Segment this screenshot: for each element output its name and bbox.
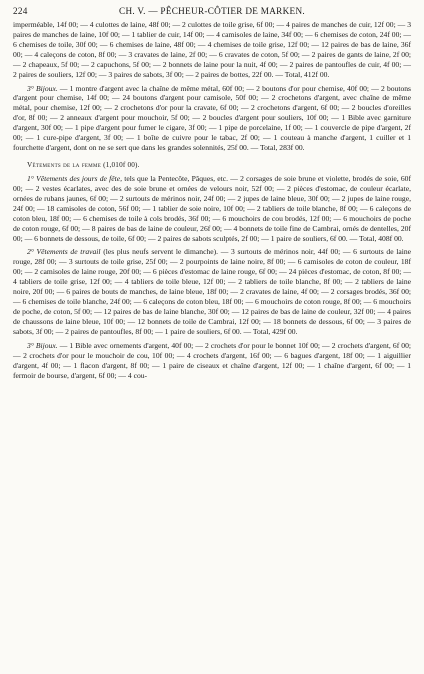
paragraph-women-jewelry: 3° Bijoux. — 1 Bible avec ornements d'argent, 40f 00; — 2 crochets d'or pour le bonnet 10f 00; — 2 crochets d'argent, 6f 00; — 2 crochets d'or pour le mouchoir de cou, 10f 00; — 4 crochets d'argent, 16f 00; — 6 bagues d'argent, 18f 00; — 1 aiguillier d'argent, 4f 00; — 1 flacon d'argent, 8f 00; — 1 paire de ciseaux et chaîne d'argent, 12f 00; — 1 chaîne d'argent, 6f 00; — 1 fermoir de bourse, d'argent, 6f 00; — 4 cou- xyxy=(13,340,411,380)
paragraph-men-jewelry: 3° Bijoux. — 1 montre d'argent avec la chaîne de même métal, 60f 00; — 2 boutons d'or pour chemise, 40f 00; — 2 boutons d'argent pour chemise, 14f 00; — 24 boutons d'argent pour camisole, 50f 00; — 2 crochetons d'argent, avec chaîne de même métal, pour chemise, 12f 00; — 2 crochetons d'or pour la cravate, 6f 00; — 2 crochetons d'argent, 6f 00; — 2 boucles d'oreilles d'or, 8f 00; — 2 anneaux d'argent pour mouchoir, 5f 00; — 2 boucles d'argent pour souliers, 10f 00; — 1 Bible avec garniture d'argent, 30f 00; — 1 pipe d'argent pour fumer le cigare, 3f 00; — 1 pipe de porcelaine, 1f 00; — 1 couvercle de pipe d'argent, 2f 00; — 1 cure-pipe d'argent, 3f 00; — 1 boîte de cuivre pour le tabac, 2f 00; — 1 couteau à manche d'argent, 1 cuiller et 1 fourchette d'argent, dont on ne se sert que dans les grandes solennités, 25f 00. — Total, 283f 00. xyxy=(13,83,411,153)
paragraph-lead: 1° Vêtements des jours de fête, xyxy=(27,173,123,183)
section-title-value: (1,010f 00). xyxy=(101,160,140,169)
running-header xyxy=(13,6,411,20)
section-title-label: Vêtements de la femme xyxy=(27,160,102,169)
page-number: 224 xyxy=(13,6,28,16)
paragraph-lead: 3° Bijoux. xyxy=(27,340,58,350)
paragraph-women-festive-clothing: 1° Vêtements des jours de fête, tels que la Pentecôte, Pâques, etc. — 2 corsages de soie brune et violette, brodés de soie, 60f 00; — 2 vestes écarlates, avec des de soie brune et ornées de velours noir, 52f 00; — 2 pièces d'estomac, de couleur écarlate, ornées de rubans jaunes, 6f 00; — 2 surtouts de mérinos noir, 24f 00; — 2 jupes de laine bleue, 30f 00; — 2 jupes de laine rouge, 24f 00; — 18 camisoles de coton, 56f 00; — 1 tablier de soie noire, 10f 00; — 2 tabliers de toile blanche, 8f 00; — 6 caleçons de coton bleu, 18f 00; — 6 chemises de toile à cols brodés, 36f 00; — 6 mouchoirs de cou brodés, 12f 00; — 6 mouchoirs de poche de coton rouge, 6f 00; — 8 paires de bas de laine de couleur, 26f 00; — 4 bonnets de toile fine de Cambrai, ornés de dentelles, 20f 00; — 6 bonnets de dessous, de toile, 6f 00; — 2 paires de sabots sculptés, 2f 00; — 1 paire de souliers, 6f 00. — Total, 408f 00. xyxy=(13,173,411,243)
running-title: CH. V. — PÊCHEUR-CÔTIER DE MARKEN. xyxy=(119,6,305,16)
paragraph-lead: 3° Bijoux. xyxy=(27,83,58,93)
paragraph-lead: 2° Vêtements de travail xyxy=(27,247,101,257)
section-title-women-clothing xyxy=(13,160,411,170)
paragraph-men-clothing-continued: imperméable, 14f 00; — 4 culottes de laine, 48f 00; — 2 culottes de toile grise, 6f 00; — 4 paires de manches de cuir, 12f 00; — 3 paires de manches de laine, 10f 00; — 1 tablier de cuir, 14f 00; — 4 camisoles de laine, 34f 00; — 6 chemises de coton, 24f 00; — 6 chemises de toile, 30f 00; — 6 chemises de laine, 48f 00; — 4 chemises de toile grise, 12f 00; — 12 paires de bas de laine, 36f 00; — 4 caleçons de coton, 8f 00; — 3 cravates de laine, 2f 00; — 6 cravates de coton, 5f 00; — 2 paires de gants de laine, 2f 00; — 2 chapeaux, 5f 00; — 2 capuchons, 5f 00; — 2 bonnets de laine pour la nuit, 4f 00; — 2 paires de pantoufles de cuir, 4f 00; — 2 paires de souliers, 12f 00; — 3 paires de sabots, 3f 00; — 2 paires de bottes, 22f 00. — Total, 412f 00. xyxy=(13,20,411,79)
paragraph-women-work-clothing: 2° Vêtements de travail (les plus neufs servent le dimanche). — 3 surtouts de mérinos noir, 44f 00; — 6 surtouts de laine rouge, 28f 00; — 3 surtouts de toile grise, 25f 00; — 2 pourpoints de laine noire, 8f 00; — 6 camisoles de coton de couleur, 18f 00; — 2 camisoles de laine rouge, 20f 00; — 6 pièces d'estomac de laine rouge, 6f 00; — 24 pièces d'estomac, de coton, 8f 00; — 4 tabliers de toile grise, 12f 00; — 4 tabliers de toile bleue, 12f 00; — 2 tabliers de toile blanche, 8f 00; — 2 tabliers de laine noire, 20f 00; — 6 paires de bouts de manches, de laine bleue, 18f 00; — 2 cravates de laine, 4f 00; — 2 corsages brodés, 36f 00; — 6 chemises de toile blanche, 24f 00; — 6 caleçons de coton bleu, 18f 00; — 6 mouchoirs de coton rouge, 8f 00; — 6 mouchoirs de poche, de coton, 5f 00; — 12 paires de bas de laine blanche, 30f 00; — 12 paires de bas de laine de couleur, 32f 00; — 4 paires de chaussons de laine bleue, 10f 00; — 12 bonnets de toile de Cambrai, 12f 00; — 18 bonnets de dessous, 6f 00; — 3 paires de sabots, 3f 00; — 2 paires de pantoufles, 8f 00; — 1 paire de souliers, 6f 00. — Total, 429f 00. xyxy=(13,247,411,336)
